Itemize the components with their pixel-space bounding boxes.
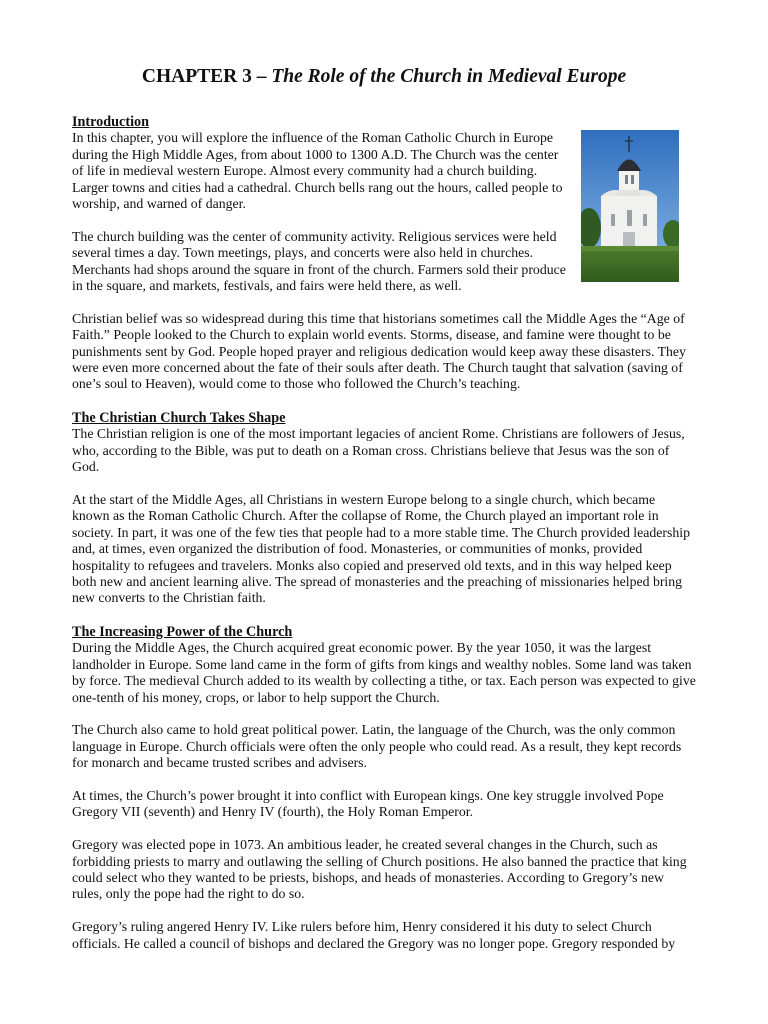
intro-paragraph-3: Christian belief was so widespread during this time that historians sometimes call the Middle Ages the “Age of Faith.” People looked to the Church to explain world events. Storms, disease, and famine were thought to be punishments sent by God. People hoped prayer and religious dedication would keep away these disasters. They were even more concerned about the fate of their souls after death. The Church taught that salvation (saving of one’s soul to Heaven), would come to those who followed the Church’s teaching. (72, 310, 686, 392)
heading-increasing-power: The Increasing Power of the Church (72, 624, 293, 640)
heading-introduction: Introduction (72, 114, 149, 130)
power-paragraph-5: Gregory’s ruling angered Henry IV. Like rulers before him, Henry considered it his duty to select Church officials. He called a council of bishops and declared the Gregory was no longer pope. Gregory responded by (72, 919, 676, 951)
power-paragraph-1: During the Middle Ages, the Church acquired great economic power. By the year 1050, it was the largest landholder in Europe. Some land came in the form of gifts from kings and wealthy nobles. Some land was taken by force. The medieval Church added to its wealth by collecting a tithe, or tax. Each person was expected to give one-tenth of his money, crops, or labor to help support the Church. (72, 640, 696, 705)
heading-church-takes-shape: The Christian Church Takes Shape (72, 410, 286, 426)
chapter-title (72, 64, 696, 90)
intro-paragraph-1: In this chapter, you will explore the influence of the Roman Catholic Church in Europe during the High Middle Ages, from about 1000 to 1300 A.D. The Church was the center of life in medieval western Europe. Almost every community had a church building. Larger towns and cities had a cathedral. Church bells rang out the hours, called people to worship, and warned of danger. (72, 130, 563, 212)
power-paragraph-2: The Church also came to hold great political power. Latin, the language of the Church, was the only common language in Europe. Church officials were often the only people who could read. As a result, they kept records for monarch and became trusted scribes and advisers. (72, 722, 682, 771)
chapter-subtitle: The Role of the Church in Medieval Europe (271, 66, 627, 87)
section-church-takes-shape (72, 410, 696, 607)
section-increasing-power (72, 624, 696, 952)
intro-paragraph-2: The church building was the center of community activity. Religious services were held several times a day. Town meetings, plays, and concerts were also held in churches. Merchants had shops around the square in front of the church. Farmers sold their produce in the square, and markets, festivals, and fairs were held there, as well. (72, 228, 566, 294)
power-paragraph-4: Gregory was elected pope in 1073. An ambitious leader, he created several changes in the Church, such as forbidding priests to marry and outlawing the selling of Church positions. He also banned the practice that king could select who they wanted to be priests, bishops, and heads of monasteries. According to Gregory’s new rules, only the pope had the right to do so. (72, 837, 687, 902)
shape-paragraph-1: The Christian religion is one of the most important legacies of ancient Rome. Christians are followers of Jesus, who, according to the Bible, was put to death on a Roman cross. Christians believe that Jesus was the son of God. (72, 426, 685, 475)
chapter-number: CHAPTER 3 (141, 66, 252, 87)
title-dash: – (251, 66, 272, 87)
power-paragraph-3: At times, the Church’s power brought it into conflict with European kings. One key struggle involved Pope Gregory VII (seventh) and Henry IV (fourth), the Holy Roman Emperor. (72, 788, 664, 820)
church-photo (581, 130, 679, 282)
shape-paragraph-2: At the start of the Middle Ages, all Christians in western Europe belong to a single church, which became known as the Roman Catholic Church. After the collapse of Rome, the Church played an important role in society. In part, it was one of the few ties that people had to a more stable time. The Church provided leadership and, at times, even organized the distribution of food. Monasteries, or communities of monks, provided hospitality to refugees and travelers. Monks also copied and preserved old texts, and in this way helped keep both new and ancient learning alive. The spread of monasteries and the preaching of missionaries helped bring new converts to the Christian faith. (72, 492, 690, 606)
